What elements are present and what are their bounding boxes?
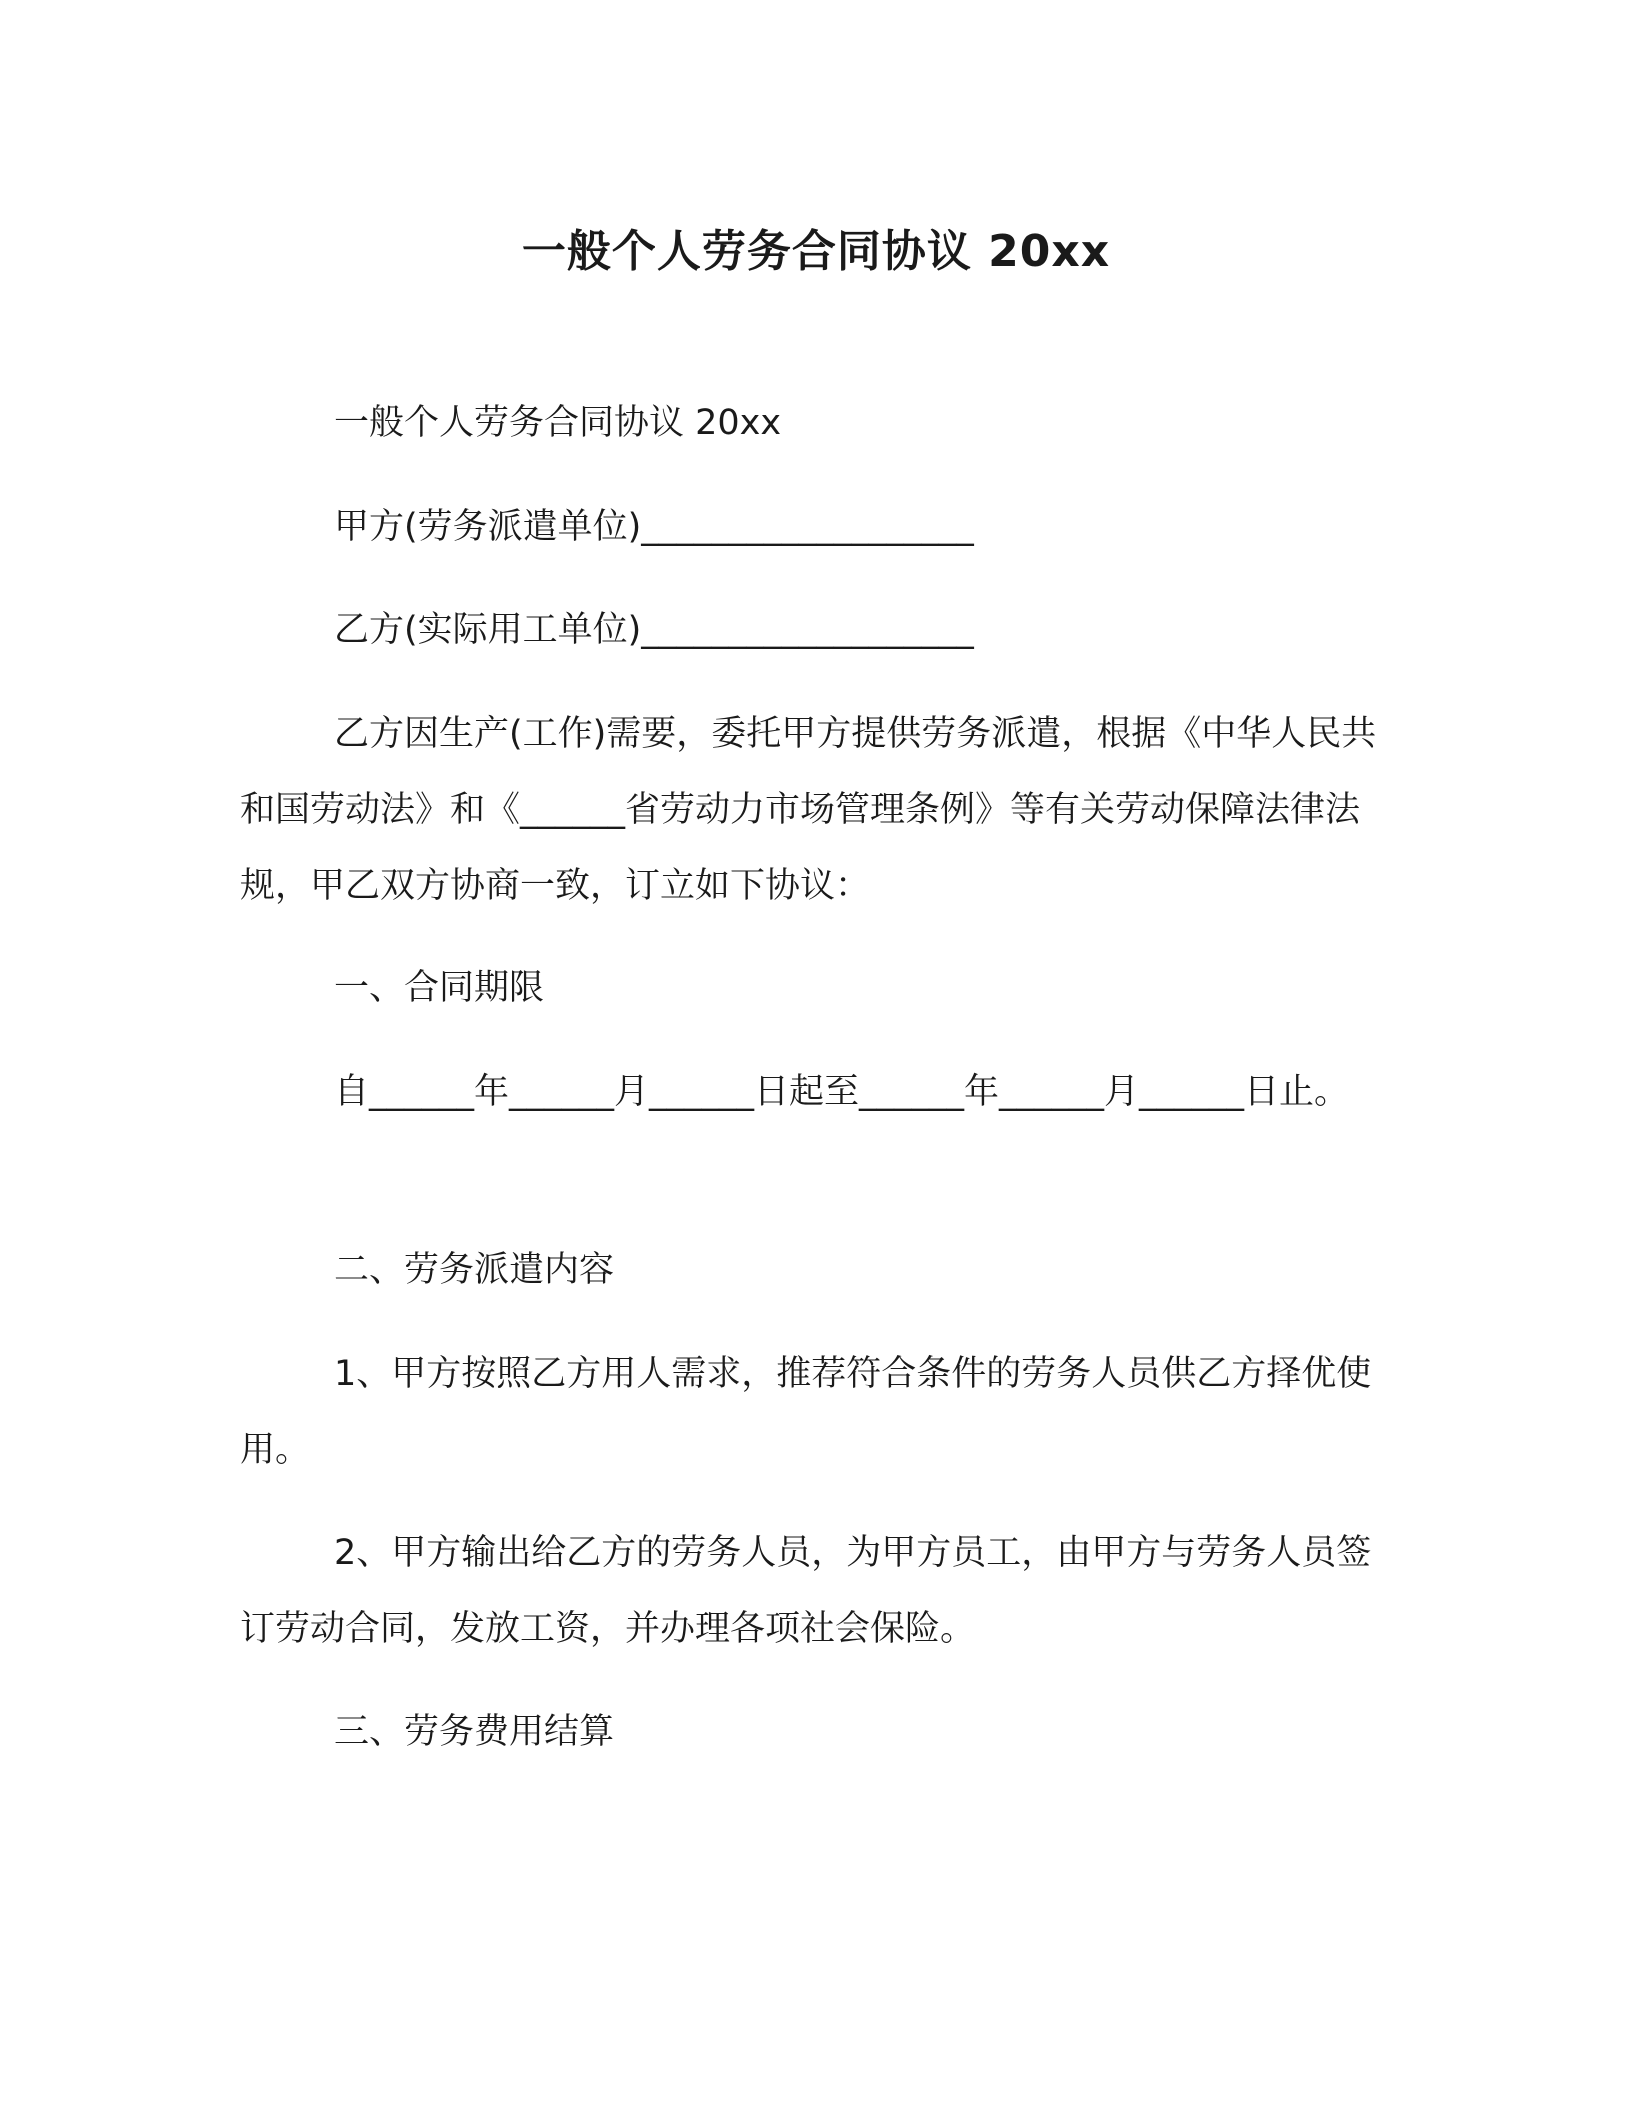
- party-a-line: 甲方(劳务派遣单位)___________________: [334, 507, 974, 547]
- document-title: 一般个人劳务合同协议 20xx: [521, 226, 1111, 277]
- document-subtitle: 一般个人劳务合同协议 20xx: [334, 403, 782, 443]
- preamble-paragraph: 乙方因生产(工作)需要，委托甲方提供劳务派遣，根据《中华人民共和国劳动法》和《______省劳动力市场管理条例》等有关劳动保障法律法规，甲乙双方协商一致，订立如下协议：: [240, 714, 1377, 906]
- section-1-body: 自______年______月______日起至______年______月______日止。: [334, 1072, 1350, 1112]
- section-1-heading: 一、合同期限: [334, 968, 545, 1008]
- section-2-item-1: 1、甲方按照乙方用人需求，推荐符合条件的劳务人员供乙方择优使用。: [240, 1354, 1372, 1470]
- section-3-heading: 三、劳务费用结算: [334, 1712, 615, 1752]
- party-b-line: 乙方(实际用工单位)___________________: [334, 610, 974, 650]
- section-2-item-2: 2、甲方输出给乙方的劳务人员，为甲方员工，由甲方与劳务人员签订劳动合同，发放工资，并办理各项社会保险。: [240, 1533, 1372, 1649]
- section-2-heading: 二、劳务派遣内容: [334, 1250, 615, 1290]
